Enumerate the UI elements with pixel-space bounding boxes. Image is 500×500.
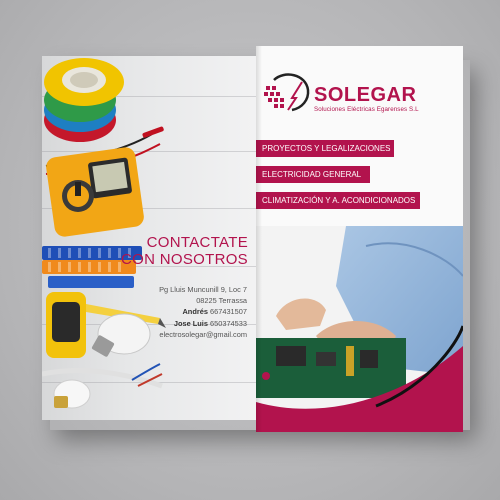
right-panel [256,46,463,432]
contact-title-line2: CON NOSOTROS [121,251,248,268]
contact-phone-number: 667431507 [210,307,247,317]
multimeter-icon [45,146,145,238]
contact-phone-number: 650374533 [210,318,247,328]
brand-subtitle: Soluciones Eléctricas Egarenses S.L [314,106,419,113]
tape-roll-icon [44,58,124,142]
logo-mark-icon [262,72,314,114]
contact-phone-name: Jose Luis [173,318,208,328]
contact-details [159,284,247,340]
contact-phone-row [159,318,247,329]
contact-address: Pg Lluis Muncunill 9, Loc 7 [159,285,247,294]
technician-photo [256,226,463,432]
service-item: PROYECTOS Y LEGALIZACIONES [256,140,394,157]
circuit-board-icon [256,338,406,398]
left-panel [42,56,256,420]
contact-phone-row [159,306,247,317]
brand-name: SOLEGAR [314,84,417,106]
service-item: CLIMATIZACIÓN Y A. ACONDICIONADOS [256,192,420,209]
service-item: ELECTRICIDAD GENERAL [256,166,370,183]
contact-phone-name: Andrés [182,307,208,317]
contact-title [121,234,248,268]
contact-city: 08225 Terrassa [196,296,247,306]
contact-email: electrosolegar@gmail.com [159,329,247,339]
contact-title-line1: CONTACTATE [146,234,248,251]
